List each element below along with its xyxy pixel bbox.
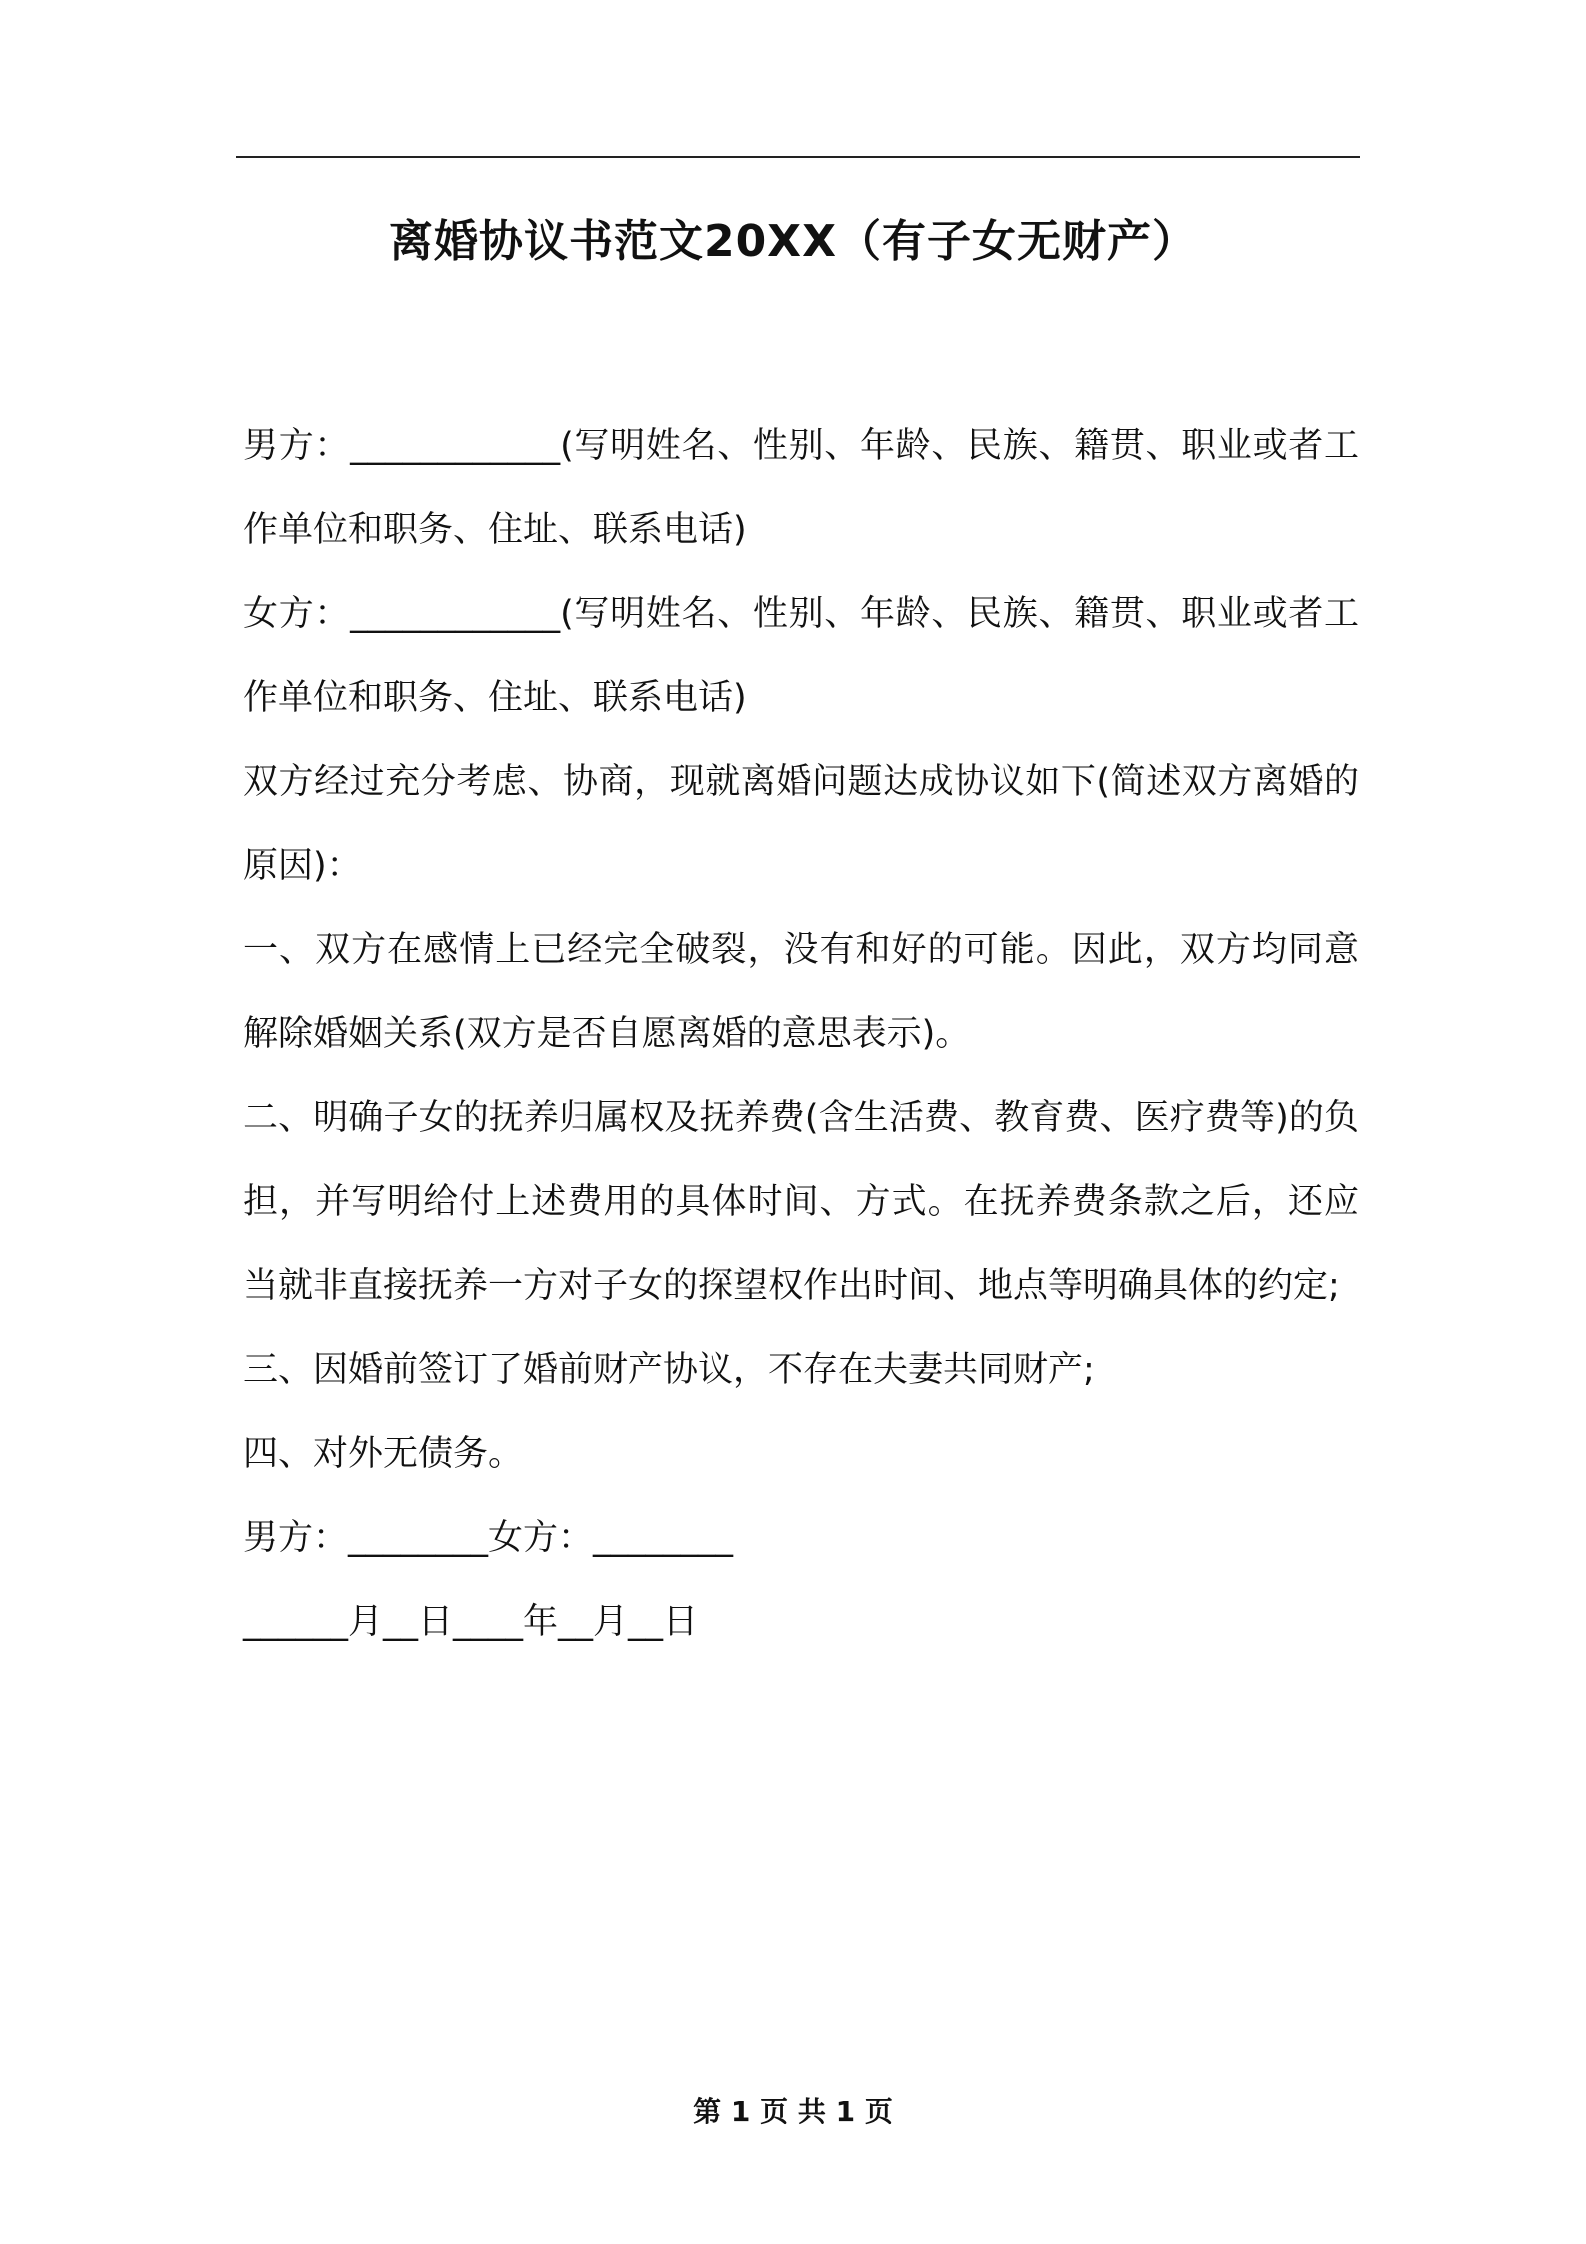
clause-two: 二、明确子女的抚养归属权及抚养费(含生活费、教育费、医疗费等)的负担，并写明给付上述费用的具体时间、方式。在抚养费条款之后，还应当就非直接抚养一方对子女的探望权作出时间、地点等明确具体的约定;	[243, 1098, 1359, 1306]
document-title: 离婚协议书范文20XX（有子女无财产）	[388, 216, 1198, 267]
document-body	[243, 404, 1359, 1664]
date-line: ______月__日____年__月__日	[243, 1602, 699, 1642]
paragraph-wife-info: 女方：____________(写明姓名、性别、年龄、民族、籍贯、职业或者工作单位和职务、住址、联系电话)	[243, 594, 1359, 718]
signature-line: 男方：________女方：________	[243, 1518, 734, 1558]
header-rule	[236, 156, 1360, 158]
clause-three: 三、因婚前签订了婚前财产协议，不存在夫妻共同财产;	[243, 1350, 1095, 1390]
page-footer: 第 1 页 共 1 页	[693, 2095, 893, 2128]
clause-four: 四、对外无债务。	[243, 1434, 524, 1474]
paragraph-husband-info: 男方：____________(写明姓名、性别、年龄、民族、籍贯、职业或者工作单位和职务、住址、联系电话)	[243, 426, 1359, 550]
clause-one: 一、双方在感情上已经完全破裂，没有和好的可能。因此，双方均同意解除婚姻关系(双方是否自愿离婚的意思表示)。	[243, 930, 1359, 1054]
paragraph-agreement-intro: 双方经过充分考虑、协商，现就离婚问题达成协议如下(简述双方离婚的原因)：	[243, 762, 1359, 886]
